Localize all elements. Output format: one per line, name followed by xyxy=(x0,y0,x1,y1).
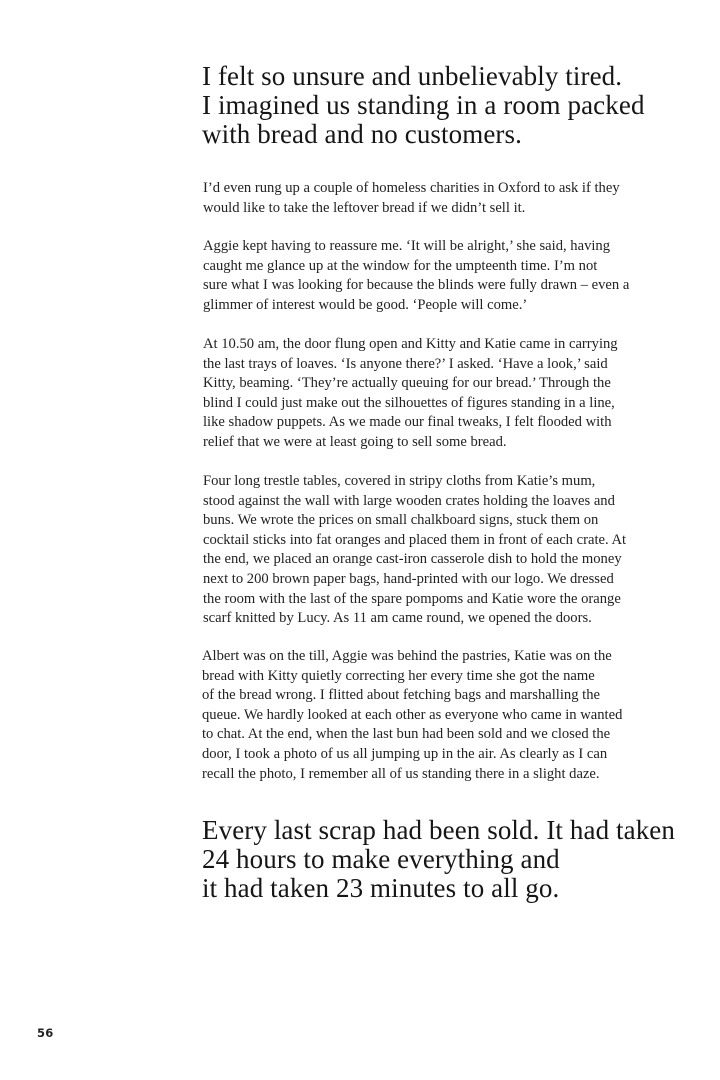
paragraph-line: of the bread wrong. I flitted about fetching bags and marshalling the xyxy=(202,687,600,704)
paragraph-line: door, I took a photo of us all jumping up in the air. As clearly as I can xyxy=(202,745,608,762)
paragraph-line: the end, we placed an orange cast-iron casserole dish to hold the money xyxy=(203,551,622,568)
paragraph-line: bread with Kitty quietly correcting her every time she got the name xyxy=(202,667,595,684)
paragraph-line: would like to take the leftover bread if we didn’t sell it. xyxy=(203,199,526,216)
paragraph-line: sure what I was looking for because the blinds were fully drawn – even a xyxy=(203,277,630,294)
pull-quote-line: I felt so unsure and unbelievably tired. xyxy=(202,61,623,91)
page-number: 56 xyxy=(37,1026,54,1040)
paragraph-line: I’d even rung up a couple of homeless charities in Oxford to ask if they xyxy=(203,180,620,196)
paragraph-line: Four long trestle tables, covered in stripy cloths from Katie’s mum, xyxy=(203,473,596,489)
paragraph-line: next to 200 brown paper bags, hand-printed with our logo. We dressed xyxy=(203,570,614,587)
body-paragraph xyxy=(203,179,673,218)
paragraph-line: the last trays of loaves. ‘Is anyone there?’ I asked. ‘Have a look,’ said xyxy=(203,355,608,372)
paragraph-line: scarf knitted by Lucy. As 11 am came round, we opened the doors. xyxy=(203,610,592,627)
paragraph-line: glimmer of interest would be good. ‘People will come.’ xyxy=(203,296,528,313)
body-paragraph xyxy=(202,647,672,784)
paragraph-line: cocktail sticks into fat oranges and placed them in front of each crate. At xyxy=(203,531,627,548)
paragraph-line: the room with the last of the spare pompoms and Katie wore the orange xyxy=(203,590,621,607)
paragraph-line: like shadow puppets. As we made our final tweaks, I felt flooded with xyxy=(203,414,612,431)
pull-quote-top xyxy=(202,62,682,149)
pull-quote-line: I imagined us standing in a room packed xyxy=(202,90,645,120)
paragraph-line: Albert was on the till, Aggie was behind the pastries, Katie was on the xyxy=(202,648,612,664)
pull-quote-bottom xyxy=(202,816,682,903)
pull-quote-line: it had taken 23 minutes to all go. xyxy=(202,873,560,903)
paragraph-line: caught me glance up at the window for the umpteenth time. I’m not xyxy=(203,257,598,274)
paragraph-line: Kitty, beaming. ‘They’re actually queuing for our bread.’ Through the xyxy=(203,375,611,392)
body-paragraph xyxy=(203,472,673,629)
body-paragraph xyxy=(203,335,673,453)
paragraph-line: At 10.50 am, the door flung open and Kitty and Katie came in carrying xyxy=(203,336,618,352)
paragraph-line: blind I could just make out the silhouettes of figures standing in a line, xyxy=(203,394,615,411)
body-paragraph xyxy=(203,237,673,315)
paragraph-line: Aggie kept having to reassure me. ‘It will be alright,’ she said, having xyxy=(203,238,611,254)
pull-quote-line: Every last scrap had been sold. It had taken xyxy=(202,815,675,845)
paragraph-line: relief that we were at least going to sell some bread. xyxy=(203,433,507,450)
paragraph-line: recall the photo, I remember all of us standing there in a slight daze. xyxy=(202,765,600,782)
pull-quote-line: 24 hours to make everything and xyxy=(202,844,560,874)
paragraph-line: queue. We hardly looked at each other as everyone who came in wanted xyxy=(202,706,623,723)
paragraph-line: buns. We wrote the prices on small chalkboard signs, stuck them on xyxy=(203,512,599,529)
paragraph-line: stood against the wall with large wooden crates holding the loaves and xyxy=(203,492,615,509)
paragraph-line: to chat. At the end, when the last bun had been sold and we closed the xyxy=(202,726,611,743)
pull-quote-line: with bread and no customers. xyxy=(202,119,522,149)
